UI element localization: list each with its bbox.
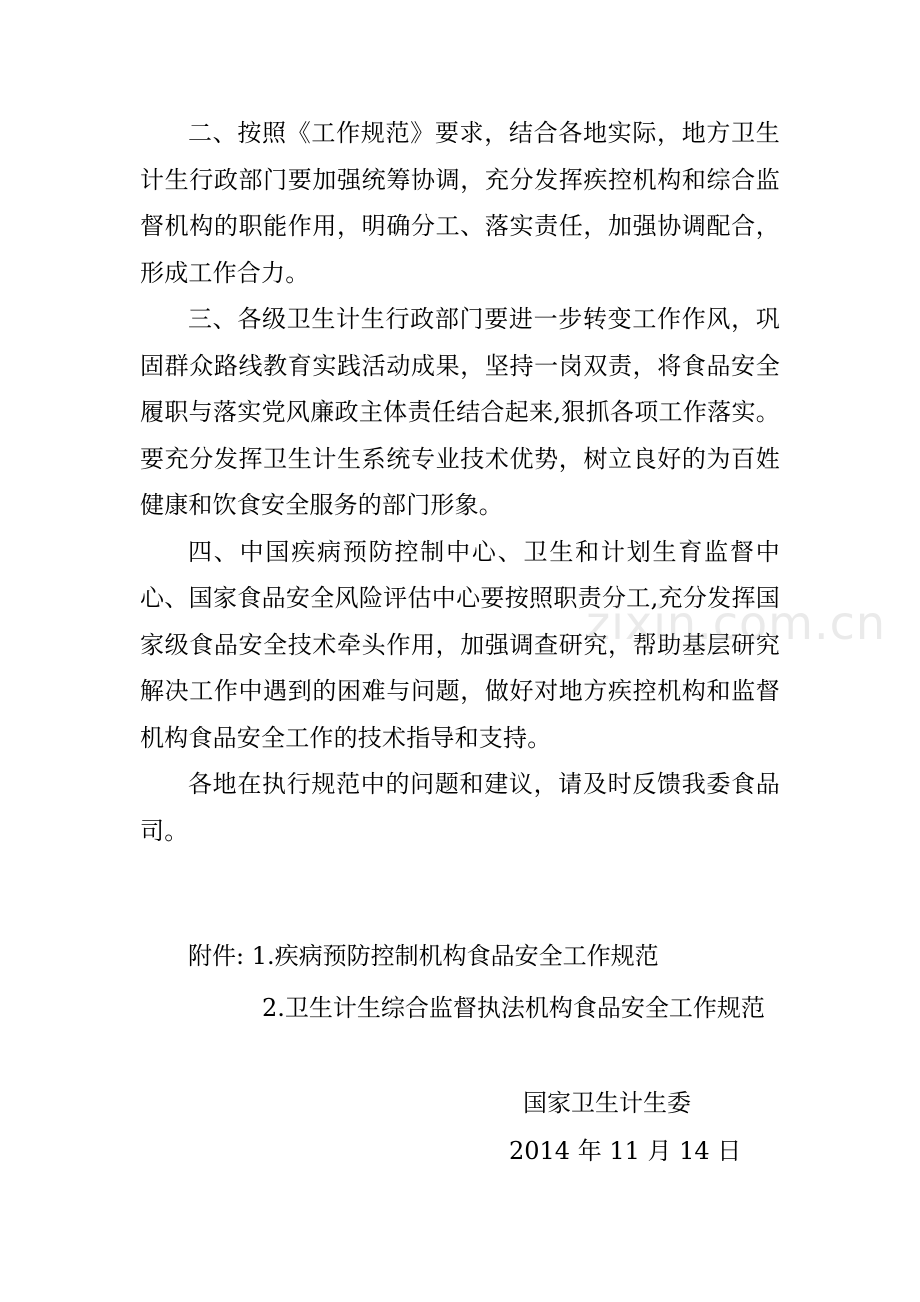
attachment-row-1: [188, 936, 765, 976]
attachment-item-2: 2.卫生计生综合监督执法机构食品安全工作规范: [262, 994, 765, 1022]
attachments-block: [188, 936, 765, 1028]
signature-organization: 国家卫生计生委: [523, 1089, 691, 1117]
paragraph-feedback: 各地在执行规范中的问题和建议，请及时反馈我委食品司。: [140, 770, 780, 845]
attachments-label: 附件:: [188, 942, 245, 970]
attachment-item-1: 1.疾病预防控制机构食品安全工作规范: [251, 942, 659, 970]
paragraph-3: 三、各级卫生计生行政部门要进一步转变工作作风，巩固群众路线教育实践活动成果，坚持一岗双责，将食品安全履职与落实党风廉政主体责任结合起来,狠抓各项工作落实。要充分发挥卫生计生系统专业技术优势，树立良好的为百姓健康和饮食安全服务的部门形象。: [140, 305, 780, 519]
paragraph-2: 二、按照《工作规范》要求，结合各地实际，地方卫生计生行政部门要加强统筹协调，充分发挥疾控机构和综合监督机构的职能作用，明确分工、落实责任，加强协调配合，形成工作合力。: [140, 119, 780, 287]
signature-date: 2014 年 11 月 14 日: [509, 1137, 742, 1165]
document-body: [140, 110, 780, 854]
watermark: zixin.com.cn: [586, 596, 887, 650]
attachment-row-2: [188, 988, 765, 1028]
paragraph-4: 四、中国疾病预防控制中心、卫生和计划生育监督中心、国家食品安全风险评估中心要按照职责分工,充分发挥国家级食品安全技术牵头作用，加强调查研究，帮助基层研究解决工作中遇到的困难与问题，做好对地方疾控机构和监督机构食品安全工作的技术指导和支持。: [140, 537, 780, 752]
